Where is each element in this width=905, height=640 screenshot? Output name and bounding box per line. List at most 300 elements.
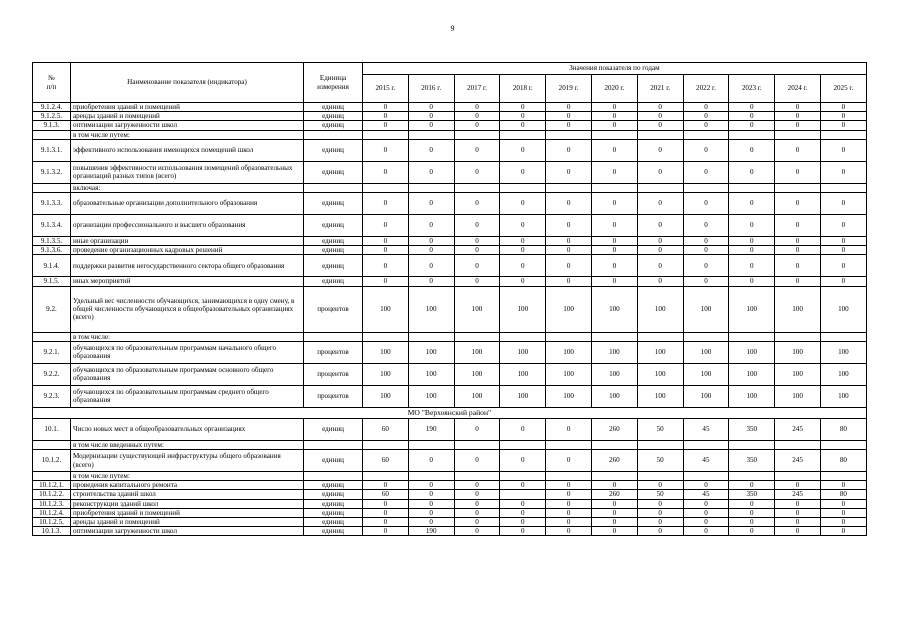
row-value: 0	[591, 518, 637, 527]
row-value: 0	[363, 527, 409, 536]
row-value: 0	[500, 112, 546, 121]
row-value: 100	[408, 286, 454, 332]
row-value: 0	[729, 121, 775, 130]
row-value: 100	[408, 363, 454, 385]
row-code: 10.1.2.	[33, 450, 71, 472]
row-value: 0	[454, 481, 500, 490]
label-row	[33, 332, 867, 341]
row-value: 0	[546, 499, 592, 508]
row-value: 0	[637, 481, 683, 490]
row-value	[637, 332, 683, 341]
row-value: 0	[500, 246, 546, 255]
row-value: 0	[454, 277, 500, 286]
row-value: 0	[729, 246, 775, 255]
row-value: 0	[591, 499, 637, 508]
row-value: 0	[591, 139, 637, 161]
row-value: 0	[363, 139, 409, 161]
row-value: 0	[408, 161, 454, 183]
row-value: 0	[500, 277, 546, 286]
row-value	[775, 440, 821, 449]
row-value: 0	[454, 508, 500, 517]
row-value: 100	[637, 363, 683, 385]
row-value: 100	[591, 341, 637, 363]
row-value	[454, 332, 500, 341]
row-name: в том числе путем:	[71, 472, 304, 481]
row-value: 0	[500, 508, 546, 517]
row-value: 0	[546, 277, 592, 286]
row-value	[729, 472, 775, 481]
table-row	[33, 237, 867, 246]
row-name: эффективного использования имеющихся помещений школ	[71, 139, 304, 161]
row-value: 100	[729, 385, 775, 407]
row-value: 0	[820, 277, 866, 286]
row-name: проведения капитального ремонта	[71, 481, 304, 490]
row-value: 0	[820, 237, 866, 246]
row-value: 0	[591, 277, 637, 286]
header-num: № п/п	[33, 63, 71, 103]
row-value: 260	[591, 490, 637, 499]
row-unit: процентов	[304, 341, 363, 363]
row-value: 0	[408, 490, 454, 499]
table-row	[33, 277, 867, 286]
row-value: 0	[729, 527, 775, 536]
header-year: 2015 г.	[363, 75, 409, 103]
row-value: 100	[500, 363, 546, 385]
row-name: приобретения зданий и помещений	[71, 103, 304, 112]
row-value: 0	[363, 161, 409, 183]
row-value	[408, 183, 454, 192]
row-value	[454, 472, 500, 481]
label-row	[33, 183, 867, 192]
header-year: 2022 г.	[683, 75, 729, 103]
row-value: 0	[454, 215, 500, 237]
row-value: 0	[729, 112, 775, 121]
row-value	[454, 440, 500, 449]
row-value: 350	[729, 490, 775, 499]
row-value: 50	[637, 418, 683, 440]
row-value: 0	[500, 121, 546, 130]
row-value	[408, 472, 454, 481]
row-value: 100	[363, 363, 409, 385]
table-row	[33, 112, 867, 121]
row-value: 0	[591, 215, 637, 237]
row-value: 0	[683, 215, 729, 237]
row-value	[408, 130, 454, 139]
row-value: 0	[591, 193, 637, 215]
table-row	[33, 363, 867, 385]
row-value: 0	[454, 246, 500, 255]
row-value: 245	[775, 418, 821, 440]
row-code	[33, 440, 71, 449]
row-value: 60	[363, 450, 409, 472]
row-code: 9.1.2.5.	[33, 112, 71, 121]
row-value	[500, 472, 546, 481]
row-value: 0	[683, 499, 729, 508]
row-value: 0	[775, 499, 821, 508]
row-value: 0	[546, 255, 592, 277]
header-year: 2025 г.	[820, 75, 866, 103]
row-value: 0	[363, 255, 409, 277]
row-value	[729, 130, 775, 139]
row-code	[33, 472, 71, 481]
row-value: 0	[363, 193, 409, 215]
row-value: 100	[729, 341, 775, 363]
row-value: 0	[454, 490, 500, 499]
row-value	[775, 130, 821, 139]
row-value: 0	[591, 103, 637, 112]
row-value: 100	[637, 286, 683, 332]
row-value	[454, 130, 500, 139]
row-value	[591, 440, 637, 449]
row-unit	[304, 440, 363, 449]
row-unit: единиц	[304, 508, 363, 517]
row-value	[775, 183, 821, 192]
row-code: 9.1.5.	[33, 277, 71, 286]
row-value: 80	[820, 450, 866, 472]
row-value: 0	[454, 103, 500, 112]
header-year: 2016 г.	[408, 75, 454, 103]
row-value: 0	[775, 193, 821, 215]
row-value: 0	[546, 103, 592, 112]
row-value: 0	[408, 193, 454, 215]
row-value: 0	[820, 246, 866, 255]
table-row	[33, 139, 867, 161]
row-value: 0	[546, 418, 592, 440]
row-value: 0	[363, 112, 409, 121]
row-value: 0	[820, 112, 866, 121]
row-value: 0	[454, 450, 500, 472]
row-unit: единиц	[304, 103, 363, 112]
row-name: в том числе:	[71, 332, 304, 341]
row-value: 0	[408, 277, 454, 286]
row-value: 100	[408, 385, 454, 407]
table-row	[33, 286, 867, 332]
row-value: 0	[500, 237, 546, 246]
row-value: 0	[683, 193, 729, 215]
row-code: 10.1.2.3.	[33, 499, 71, 508]
row-value: 190	[408, 418, 454, 440]
row-value: 100	[820, 286, 866, 332]
row-value: 0	[637, 215, 683, 237]
row-unit: единиц	[304, 518, 363, 527]
table-row	[33, 418, 867, 440]
row-value	[546, 440, 592, 449]
row-value: 0	[363, 237, 409, 246]
row-unit: процентов	[304, 385, 363, 407]
section-row	[33, 407, 867, 418]
row-value	[500, 440, 546, 449]
row-unit: процентов	[304, 363, 363, 385]
row-value: 0	[775, 255, 821, 277]
row-name: обучающихся по образовательным программам основного общего образования	[71, 363, 304, 385]
row-name: образовательные организации дополнительного образования	[71, 193, 304, 215]
row-value: 100	[546, 341, 592, 363]
row-value: 0	[546, 527, 592, 536]
row-value: 0	[546, 450, 592, 472]
row-value: 0	[500, 255, 546, 277]
row-value: 0	[820, 508, 866, 517]
row-value: 100	[500, 286, 546, 332]
row-code: 10.1.2.2.	[33, 490, 71, 499]
row-value	[363, 183, 409, 192]
row-value: 0	[363, 518, 409, 527]
row-value: 0	[546, 490, 592, 499]
row-value	[820, 130, 866, 139]
row-value: 0	[546, 508, 592, 517]
row-value: 100	[729, 363, 775, 385]
row-value: 80	[820, 418, 866, 440]
row-value: 0	[591, 527, 637, 536]
row-value: 0	[729, 193, 775, 215]
row-name: в том числе путем:	[71, 130, 304, 139]
row-unit: единиц	[304, 237, 363, 246]
table-row	[33, 518, 867, 527]
row-value: 0	[820, 499, 866, 508]
row-value: 0	[775, 139, 821, 161]
row-value: 0	[591, 237, 637, 246]
row-value: 0	[775, 277, 821, 286]
row-value: 0	[820, 121, 866, 130]
row-value: 0	[820, 255, 866, 277]
row-name: обучающихся по образовательным программам начального общего образования	[71, 341, 304, 363]
row-value	[500, 490, 546, 499]
row-value: 0	[683, 508, 729, 517]
label-row	[33, 472, 867, 481]
row-value: 0	[683, 121, 729, 130]
label-row	[33, 130, 867, 139]
row-value	[500, 183, 546, 192]
table-row	[33, 255, 867, 277]
row-value	[546, 332, 592, 341]
row-value: 100	[546, 385, 592, 407]
row-value: 100	[363, 286, 409, 332]
row-value: 0	[820, 161, 866, 183]
row-value: 0	[546, 215, 592, 237]
row-value: 0	[637, 139, 683, 161]
row-code: 10.1.2.4.	[33, 508, 71, 517]
row-value: 0	[500, 215, 546, 237]
row-value: 0	[683, 255, 729, 277]
row-name: Удельный вес численности обучающихся, занимающихся в одну смену, в общей численности обучающихся в общеобразовательных организациях (всего)	[71, 286, 304, 332]
header-unit: Единица измерения	[304, 63, 363, 103]
row-value: 350	[729, 450, 775, 472]
row-value: 100	[591, 385, 637, 407]
row-value	[637, 130, 683, 139]
header-year: 2021 г.	[637, 75, 683, 103]
row-value: 100	[454, 341, 500, 363]
row-value: 100	[683, 385, 729, 407]
row-value: 245	[775, 490, 821, 499]
row-value: 100	[820, 385, 866, 407]
row-code: 10.1.3.	[33, 527, 71, 536]
row-name: строительства зданий школ	[71, 490, 304, 499]
row-unit: единиц	[304, 481, 363, 490]
row-value	[591, 332, 637, 341]
table-row	[33, 385, 867, 407]
table-row	[33, 499, 867, 508]
row-unit: единиц	[304, 499, 363, 508]
row-value: 100	[454, 363, 500, 385]
row-value: 100	[363, 341, 409, 363]
row-code: 9.1.3.4.	[33, 215, 71, 237]
row-value: 0	[820, 139, 866, 161]
row-value: 100	[775, 363, 821, 385]
row-value: 0	[454, 527, 500, 536]
row-value: 0	[637, 161, 683, 183]
row-value: 0	[408, 112, 454, 121]
row-value	[775, 472, 821, 481]
row-value: 0	[729, 255, 775, 277]
row-name: оптимизации загруженности школ	[71, 527, 304, 536]
indicators-table	[32, 62, 867, 536]
row-value: 60	[363, 490, 409, 499]
row-value: 0	[546, 481, 592, 490]
row-value: 0	[408, 450, 454, 472]
row-value: 0	[637, 103, 683, 112]
table-row	[33, 508, 867, 517]
row-value	[820, 472, 866, 481]
row-code: 9.1.3.6.	[33, 246, 71, 255]
row-code: 9.1.3.	[33, 121, 71, 130]
label-row	[33, 440, 867, 449]
row-code: 9.1.3.1.	[33, 139, 71, 161]
row-value: 0	[683, 481, 729, 490]
row-value	[546, 183, 592, 192]
row-value: 60	[363, 418, 409, 440]
row-value: 0	[408, 246, 454, 255]
row-name: организации профессионального и высшего образования	[71, 215, 304, 237]
row-value: 0	[408, 508, 454, 517]
row-value: 100	[363, 385, 409, 407]
row-value: 100	[500, 385, 546, 407]
row-value	[637, 472, 683, 481]
row-value	[408, 440, 454, 449]
row-value: 0	[363, 481, 409, 490]
row-value: 0	[591, 255, 637, 277]
row-value: 0	[591, 161, 637, 183]
row-code: 9.1.2.4.	[33, 103, 71, 112]
row-value: 100	[683, 286, 729, 332]
row-value: 0	[775, 161, 821, 183]
row-value: 100	[591, 363, 637, 385]
row-value: 45	[683, 418, 729, 440]
header-name: Наименование показателя (индикатора)	[71, 63, 304, 103]
row-unit: единиц	[304, 161, 363, 183]
row-value	[546, 130, 592, 139]
row-value: 0	[775, 527, 821, 536]
row-value: 0	[454, 121, 500, 130]
row-value: 0	[729, 518, 775, 527]
table-row	[33, 193, 867, 215]
row-value: 50	[637, 490, 683, 499]
row-unit: единиц	[304, 255, 363, 277]
row-value: 0	[408, 518, 454, 527]
row-value: 0	[546, 193, 592, 215]
row-name: аренды зданий и помещений	[71, 518, 304, 527]
row-unit: единиц	[304, 215, 363, 237]
row-name: проведение организационных кадровых решений	[71, 246, 304, 255]
row-value: 0	[454, 499, 500, 508]
row-name: обучающихся по образовательным программам среднего общего образования	[71, 385, 304, 407]
row-value: 0	[500, 481, 546, 490]
row-value: 0	[775, 103, 821, 112]
row-code	[33, 183, 71, 192]
row-value: 0	[729, 215, 775, 237]
row-value: 0	[775, 121, 821, 130]
row-value: 0	[500, 139, 546, 161]
table-row	[33, 246, 867, 255]
row-value: 100	[546, 363, 592, 385]
row-value: 0	[546, 161, 592, 183]
row-value: 0	[775, 112, 821, 121]
row-value	[591, 130, 637, 139]
row-value: 350	[729, 418, 775, 440]
row-value: 0	[683, 277, 729, 286]
row-value: 245	[775, 450, 821, 472]
row-value	[775, 332, 821, 341]
row-value: 0	[454, 193, 500, 215]
row-value: 0	[363, 103, 409, 112]
row-value	[363, 332, 409, 341]
table-row	[33, 103, 867, 112]
row-name: поддержки развития негосударственного сектора общего образования	[71, 255, 304, 277]
row-value: 0	[637, 508, 683, 517]
row-value: 0	[546, 139, 592, 161]
row-code: 9.2.	[33, 286, 71, 332]
row-value: 100	[546, 286, 592, 332]
row-value: 100	[637, 385, 683, 407]
row-value	[546, 472, 592, 481]
row-value: 0	[637, 499, 683, 508]
row-unit: единиц	[304, 418, 363, 440]
row-value: 0	[775, 481, 821, 490]
row-value: 0	[820, 527, 866, 536]
page-number: 9	[450, 24, 455, 33]
row-value: 0	[408, 255, 454, 277]
table-row	[33, 161, 867, 183]
row-value: 0	[683, 246, 729, 255]
row-value: 0	[408, 121, 454, 130]
row-value: 50	[637, 450, 683, 472]
row-unit	[304, 183, 363, 192]
row-value	[500, 130, 546, 139]
row-unit: единиц	[304, 450, 363, 472]
row-value: 0	[683, 161, 729, 183]
header-year: 2023 г.	[729, 75, 775, 103]
row-value: 0	[454, 237, 500, 246]
row-value: 190	[408, 527, 454, 536]
row-unit: единиц	[304, 246, 363, 255]
row-value: 0	[500, 193, 546, 215]
section-title: МО "Верхоянский район"	[33, 407, 867, 418]
header-year: 2019 г.	[546, 75, 592, 103]
row-value: 100	[775, 385, 821, 407]
row-value: 0	[546, 121, 592, 130]
row-value: 45	[683, 490, 729, 499]
row-value: 100	[454, 385, 500, 407]
row-value: 0	[363, 277, 409, 286]
row-name: Модернизации существующей инфраструктуры общего образования (всего)	[71, 450, 304, 472]
row-value: 260	[591, 418, 637, 440]
row-value: 0	[683, 237, 729, 246]
row-unit: единиц	[304, 193, 363, 215]
row-name: реконструкции зданий школ	[71, 499, 304, 508]
row-value: 0	[820, 103, 866, 112]
header-year: 2018 г.	[500, 75, 546, 103]
row-value: 0	[637, 193, 683, 215]
row-value	[683, 130, 729, 139]
row-value: 0	[637, 527, 683, 536]
